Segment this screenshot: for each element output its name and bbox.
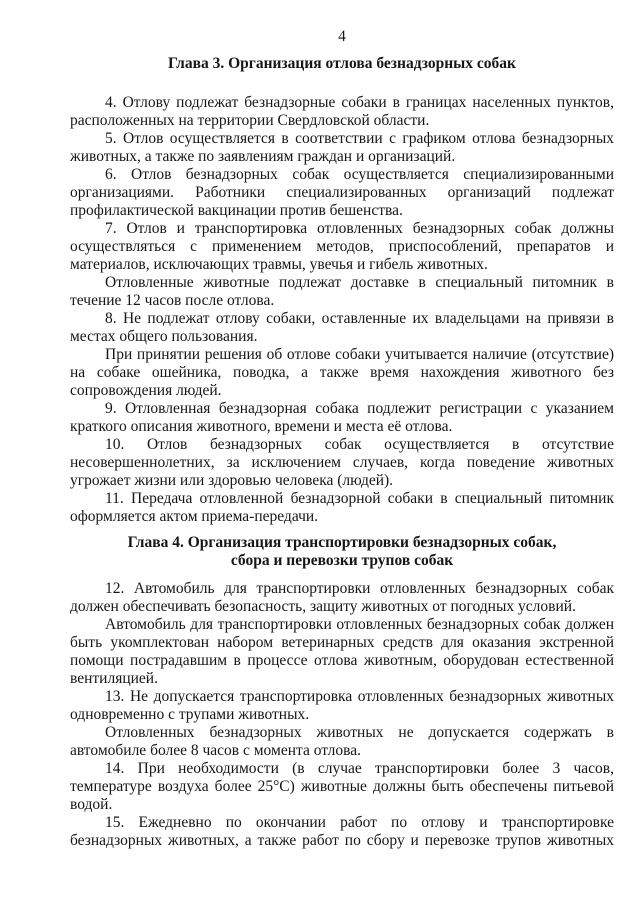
body-paragraph: 7. Отлов и транспортировка отловленных безнадзорных собак должны осуществляться с применением методов, приспособлений, препаратов и материалов, исключающих травмы, увечья и гибель животных. bbox=[70, 220, 614, 273]
body-paragraph: Отловленные животные подлежат доставке в специальный питомник в течение 12 часов после отлова. bbox=[70, 274, 614, 309]
body-paragraph: 4. Отлову подлежат безнадзорные собаки в границах населенных пунктов, расположенных на территории Свердловской области. bbox=[70, 94, 614, 129]
body-paragraph: 10. Отлов безнадзорных собак осуществляется в отсутствие несовершеннолетних, за исключением случаев, когда поведение животных угрожает жизни или здоровью человека (людей). bbox=[70, 436, 614, 489]
page-content bbox=[70, 55, 614, 850]
body-paragraph: 5. Отлов осуществляется в соответствии с графиком отлова безнадзорных животных, а также по заявлениям граждан и организаций. bbox=[70, 130, 614, 165]
chapter-heading bbox=[70, 55, 614, 73]
body-paragraph: 11. Передача отловленной безнадзорной собаки в специальный питомник оформляется актом приема-передачи. bbox=[70, 490, 614, 525]
body-paragraph: Отловленных безнадзорных животных не допускается содержать в автомобиле более 8 часов с момента отлова. bbox=[70, 724, 614, 759]
chapter-heading-line: Глава 3. Организация отлова безнадзорных собак bbox=[168, 55, 516, 72]
body-paragraph: При принятии решения об отлове собаки учитывается наличие (отсутствие) на собаке ошейника, поводка, а также время нахождения животного без сопровождения людей. bbox=[70, 346, 614, 399]
chapter-heading-line: Глава 4. Организация транспортировки безнадзорных собак, bbox=[127, 534, 557, 551]
body-paragraph: 9. Отловленная безнадзорная собака подлежит регистрации с указанием краткого описания животного, времени и места её отлова. bbox=[70, 400, 614, 435]
body-paragraph: 8. Не подлежат отлову собаки, оставленные их владельцами на привязи в местах общего пользования. bbox=[70, 310, 614, 345]
chapter-heading bbox=[70, 534, 614, 570]
body-paragraph: 15. Ежедневно по окончании работ по отлову и транспортировке безнадзорных животных, а также работ по сбору и перевозке трупов животных bbox=[70, 814, 614, 849]
body-paragraph: 12. Автомобиль для транспортировки отловленных безнадзорных собак должен обеспечивать безопасность, защиту животных от погодных условий. bbox=[70, 580, 614, 615]
body-paragraph: 13. Не допускается транспортировка отловленных безнадзорных животных одновременно с трупами животных. bbox=[70, 688, 614, 723]
chapter-heading-line: сбора и перевозки трупов собак bbox=[230, 552, 454, 569]
body-paragraph: Автомобиль для транспортировки отловленных безнадзорных собак должен быть укомплектован набором ветеринарных средств для оказания экстренной помощи пострадавшим в процессе отлова животным, оборудован естественной вентиляцией. bbox=[70, 616, 614, 687]
body-paragraph: 14. При необходимости (в случае транспортировки более 3 часов, температуре воздуха более 25°С) животные должны быть обеспечены питьевой водой. bbox=[70, 760, 614, 813]
body-paragraph: 6. Отлов безнадзорных собак осуществляется специализированными организациями. Работники специализированных организаций подлежат профилактической вакцинации против бешенства. bbox=[70, 166, 614, 219]
page-number: 4 bbox=[338, 28, 346, 45]
